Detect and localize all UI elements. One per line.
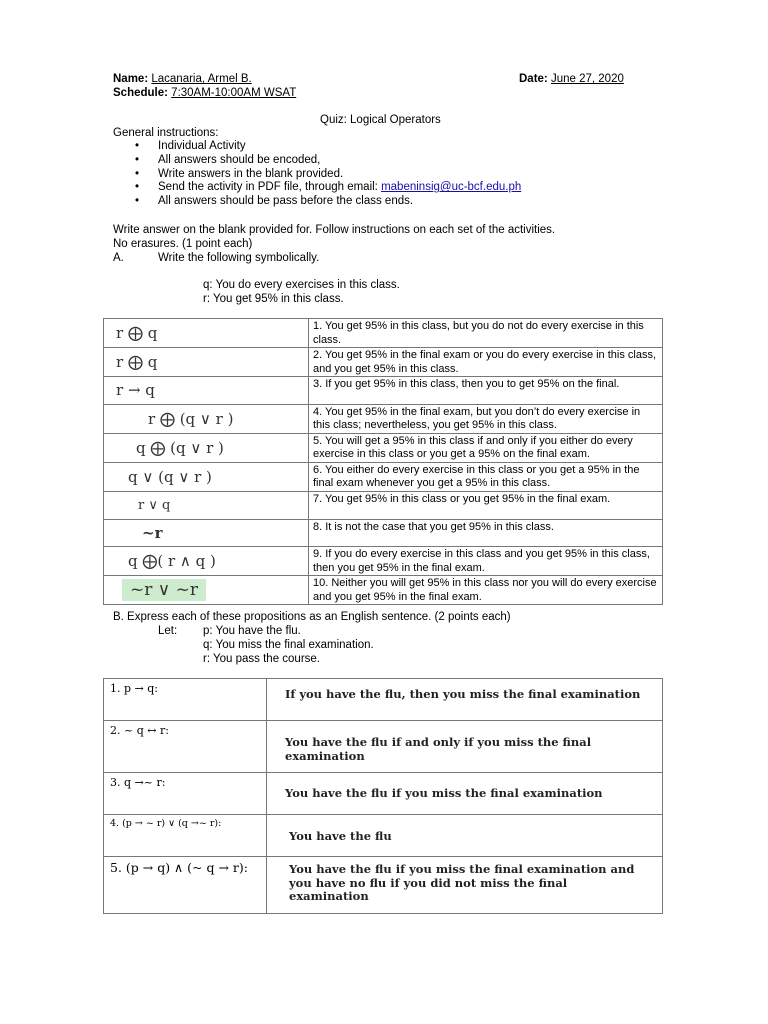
quiz-title: Quiz: Logical Operators <box>320 114 441 126</box>
schedule-label: Schedule: <box>113 87 168 99</box>
date-line <box>519 73 624 85</box>
list-item: • All answers should be pass before the class ends. <box>135 195 414 208</box>
table-row <box>104 679 663 721</box>
table-row <box>104 815 663 857</box>
description-cell: 6. You either do every exercise in this class or you get a 95% in the final exam whenever you get a 95% in this class. <box>309 462 663 491</box>
description-cell: 10. Neither you will get 95% in this class nor you will do every exercise and you get 95% in the final exam. <box>309 576 663 605</box>
let-label: Let: <box>158 625 178 637</box>
instructions-heading: General instructions: <box>113 127 219 139</box>
symbol-cell: q ⨁( r ∧ q ) <box>104 547 309 576</box>
instructions-list <box>135 140 521 209</box>
description-cell: 3. If you get 95% in this class, then you to get 95% on the final. <box>309 377 663 405</box>
answer-cell: If you have the flu, then you miss the final examination <box>267 679 663 721</box>
bullet-icon: • <box>135 195 140 208</box>
table-row <box>104 462 663 491</box>
table-row <box>104 319 663 348</box>
date-value: June 27, 2020 <box>550 73 624 85</box>
bullet-icon: • <box>135 140 140 152</box>
no-erasures-text: No erasures. (1 point each) <box>113 238 253 250</box>
name-label: Name: <box>113 73 149 85</box>
section-a-letter: A. <box>113 252 124 264</box>
table-row <box>104 404 663 433</box>
description-cell: 8. It is not the case that you get 95% in this class. <box>309 519 663 547</box>
expression-cell: 5. (p → q) ∧ (~ q → r): <box>104 857 267 914</box>
expression-cell: 4. (p → ~ r) ∨ (q →~ r): <box>104 815 267 857</box>
symbol-cell: r ⨁ (q ∨ r ) <box>104 404 309 433</box>
symbol-cell: q ∨ (q ∨ r ) <box>104 462 309 491</box>
description-cell: 2. You get 95% in the final exam or you do every exercise in this class, and you get 95% in this class. <box>309 348 663 377</box>
table-row <box>104 547 663 576</box>
r-definition-b: r: You pass the course. <box>203 653 320 665</box>
table-row <box>104 348 663 377</box>
section-a-instruction: Write the following symbolically. <box>158 252 320 264</box>
list-item: • All answers should be encoded, <box>135 153 321 166</box>
p-definition: p: You have the flu. <box>203 625 301 637</box>
table-row <box>104 377 663 405</box>
table-row <box>104 433 663 462</box>
list-item: • Write answers in the blank provided. <box>135 167 344 180</box>
symbol-cell <box>104 576 309 605</box>
english-table <box>103 678 663 914</box>
expression-cell: 1. p → q: <box>104 679 267 721</box>
bullet-icon: • <box>135 167 140 180</box>
description-cell: 7. You get 95% in this class or you get 95% in the final exam. <box>309 491 663 519</box>
r-definition: r: You get 95% in this class. <box>203 293 344 305</box>
symbol-cell: r → q <box>104 377 309 405</box>
description-cell: 4. You get 95% in the final exam, but you don’t do every exercise in this class; nevertheless, you get 95% in this class. <box>309 404 663 433</box>
q-definition: q: You do every exercises in this class. <box>203 279 400 291</box>
table-row <box>104 576 663 605</box>
description-cell: 5. You will get a 95% in this class if and only if you either do every exercise in this class or you get a 95% on the final exam. <box>309 433 663 462</box>
table-row <box>104 519 663 547</box>
q-definition-b: q: You miss the final examination. <box>203 639 374 651</box>
symbol-cell: q ⨁ (q ∨ r ) <box>104 433 309 462</box>
schedule-line <box>113 87 296 99</box>
table-row <box>104 721 663 773</box>
expression-cell: 2. ~ q ↔ r: <box>104 721 267 773</box>
table-row <box>104 857 663 914</box>
symbol-cell: r ⨁ q <box>104 348 309 377</box>
expression-cell: 3. q →~ r: <box>104 773 267 815</box>
symbol-cell: r ∨ q <box>104 491 309 519</box>
answer-cell: You have the flu if and only if you miss the final examination <box>267 721 663 773</box>
highlighted-symbol: ~r ∨ ~r <box>122 579 206 601</box>
description-cell: 9. If you do every exercise in this class and you get 95% in this class, then you get 95% in the final exam. <box>309 547 663 576</box>
section-b-heading: B. Express each of these propositions as an English sentence. (2 points each) <box>113 611 511 623</box>
date-label: Date: <box>519 73 548 85</box>
symbolic-table <box>103 318 663 605</box>
table-row <box>104 491 663 519</box>
description-cell: 1. You get 95% in this class, but you do not do every exercise in this class. <box>309 319 663 348</box>
name-value: Lacanaria, Armel B. <box>151 73 252 85</box>
answer-cell: You have the flu <box>267 815 663 857</box>
table-row <box>104 773 663 815</box>
symbol-cell: ~r <box>104 519 309 547</box>
answer-cell: You have the flu if you miss the final examination <box>267 773 663 815</box>
list-item: • Individual Activity <box>135 140 246 152</box>
answer-cell: You have the flu if you miss the final examination and you have no flu if you did not miss the final examination <box>267 857 663 914</box>
list-item: • Send the activity in PDF file, through email: mabeninsig@uc-bcf.edu.ph <box>135 181 522 194</box>
bullet-icon: • <box>135 153 140 166</box>
email-link[interactable]: mabeninsig@uc-bcf.edu.ph <box>381 181 522 194</box>
bullet-icon: • <box>135 181 140 194</box>
schedule-value: 7:30AM-10:00AM WSAT <box>171 87 297 99</box>
name-line <box>113 73 252 85</box>
write-answer-text: Write answer on the blank provided for. Follow instructions on each set of the activities. <box>113 224 556 236</box>
symbol-cell: r ⨁ q <box>104 319 309 348</box>
